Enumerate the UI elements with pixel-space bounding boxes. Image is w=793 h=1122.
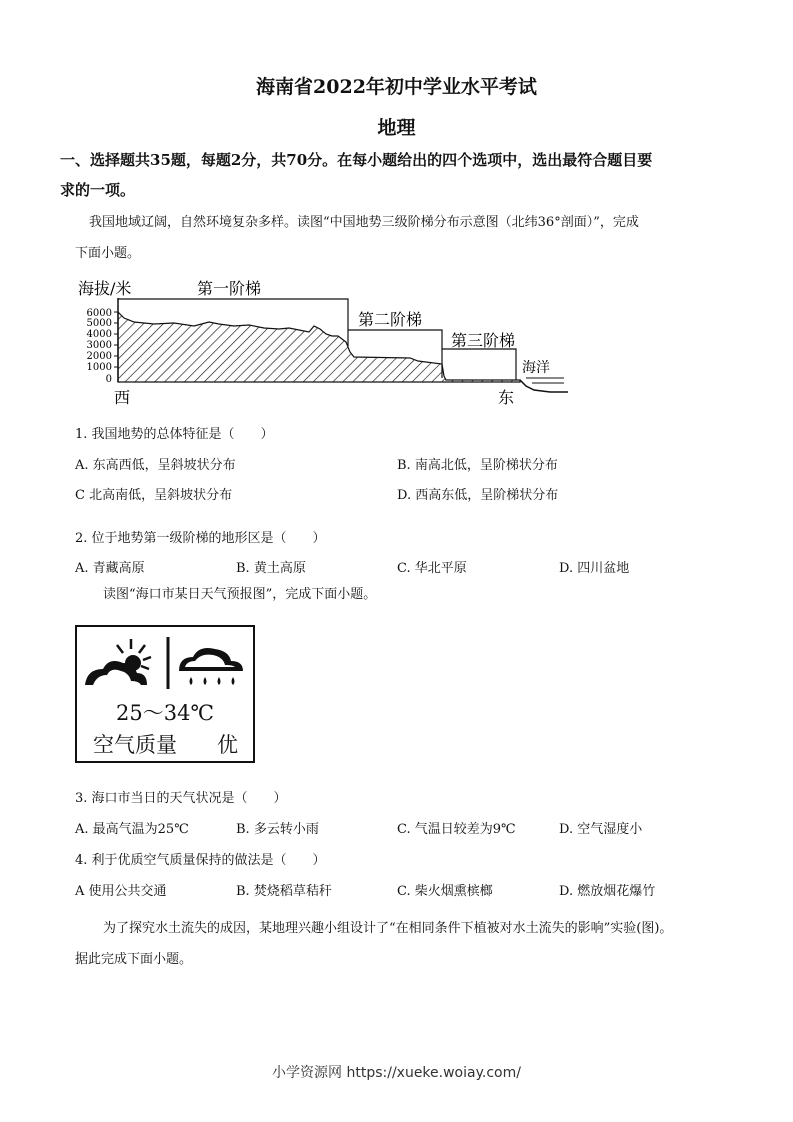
intro1-line1: 我国地域辽阔，自然环境复杂多样。读图“中国地势三级阶梯分布示意图（北纬36°剖面）”，完成 — [89, 215, 639, 230]
q4-option-d[interactable]: D. 燃放烟花爆竹 — [559, 884, 656, 899]
sea-waves — [526, 378, 564, 383]
intro3-line2: 据此完成下面小题。 — [75, 952, 193, 967]
tick-label: 1000 — [86, 362, 112, 373]
q4-option-c[interactable]: C. 柴火烟熏槟榔 — [397, 884, 493, 899]
page-title: 海南省2022年初中学业水平考试 — [256, 76, 537, 98]
q2-option-c[interactable]: C. 华北平原 — [397, 561, 467, 576]
q4-stem: 4. 利于优质空气质量保持的做法是（ ） — [75, 853, 326, 868]
q3-option-a[interactable]: A. 最高气温为25℃ — [75, 822, 189, 837]
section-heading — [60, 145, 740, 205]
q1-option-b[interactable]: B. 南高北低，呈阶梯状分布 — [397, 458, 558, 473]
weather-forecast-box — [75, 625, 255, 763]
q3-option-d[interactable]: D. 空气湿度小 — [559, 822, 643, 837]
q2-stem: 2. 位于地势第一级阶梯的地形区是（ ） — [75, 531, 326, 546]
rain-cloud-icon — [179, 648, 243, 685]
tick-label: 4000 — [86, 329, 112, 340]
terrain-profile-figure — [74, 274, 574, 409]
air-quality-value: 优 — [217, 733, 238, 757]
q4-option-a[interactable]: A 使用公共交通 — [75, 884, 167, 899]
air-quality-label: 空气质量 — [93, 733, 177, 757]
q4-option-b[interactable]: B. 焚烧稻草秸秆 — [236, 884, 332, 899]
step3-box — [442, 349, 516, 380]
tick-label: 6000 — [86, 308, 112, 319]
q3-option-c[interactable]: C. 气温日较差为9℃ — [397, 822, 516, 837]
q1-stem: 1. 我国地势的总体特征是（ ） — [75, 427, 274, 442]
q1-option-c[interactable]: C 北高南低，呈斜坡状分布 — [75, 488, 233, 503]
q2-option-b[interactable]: B. 黄土高原 — [236, 561, 306, 576]
tick-label: 3000 — [86, 340, 112, 351]
west-label: 西 — [114, 388, 131, 407]
temperature-range: 25～34℃ — [116, 701, 214, 725]
sun-cloud-icon — [85, 639, 151, 685]
subject-title: 地理 — [377, 117, 416, 139]
tick-label: 0 — [105, 374, 112, 385]
step3-label: 第三阶梯 — [451, 331, 516, 350]
section-heading-line1: 一、选择题共35题，每题2分，共70分。在每小题给出的四个选项中，选出最符合题目要 — [60, 151, 653, 169]
q1-option-a[interactable]: A. 东高西低，呈斜坡状分布 — [75, 458, 236, 473]
q1-option-d[interactable]: D. 西高东低，呈阶梯状分布 — [397, 488, 559, 503]
coastline — [520, 380, 568, 392]
step1-label: 第一阶梯 — [197, 279, 262, 298]
intro2: 读图“海口市某日天气预报图”，完成下面小题。 — [103, 587, 377, 602]
ylabel-text: 海拔/米 — [78, 279, 132, 298]
q3-option-b[interactable]: B. 多云转小雨 — [236, 822, 319, 837]
step2-label: 第二阶梯 — [358, 310, 423, 329]
tick-label: 2000 — [86, 351, 112, 362]
q2-option-d[interactable]: D. 四川盆地 — [559, 561, 630, 576]
ocean-label: 海洋 — [522, 360, 550, 376]
q3-stem: 3. 海口市当日的天气状况是（ ） — [75, 791, 287, 806]
intro1-line2: 下面小题。 — [75, 246, 141, 261]
section-heading-line2: 求的一项。 — [60, 181, 136, 199]
tick-label: 5000 — [86, 318, 112, 329]
q2-option-a[interactable]: A. 青藏高原 — [75, 561, 145, 576]
intro3-line1: 为了探究水土流失的成因，某地理兴趣小组设计了“在相同条件下植被对水土流失的影响”实验(图)。 — [103, 921, 673, 936]
footer-watermark: 小学资源网 https://xueke.woiay.com/ — [272, 1065, 521, 1081]
east-label: 东 — [498, 388, 515, 407]
